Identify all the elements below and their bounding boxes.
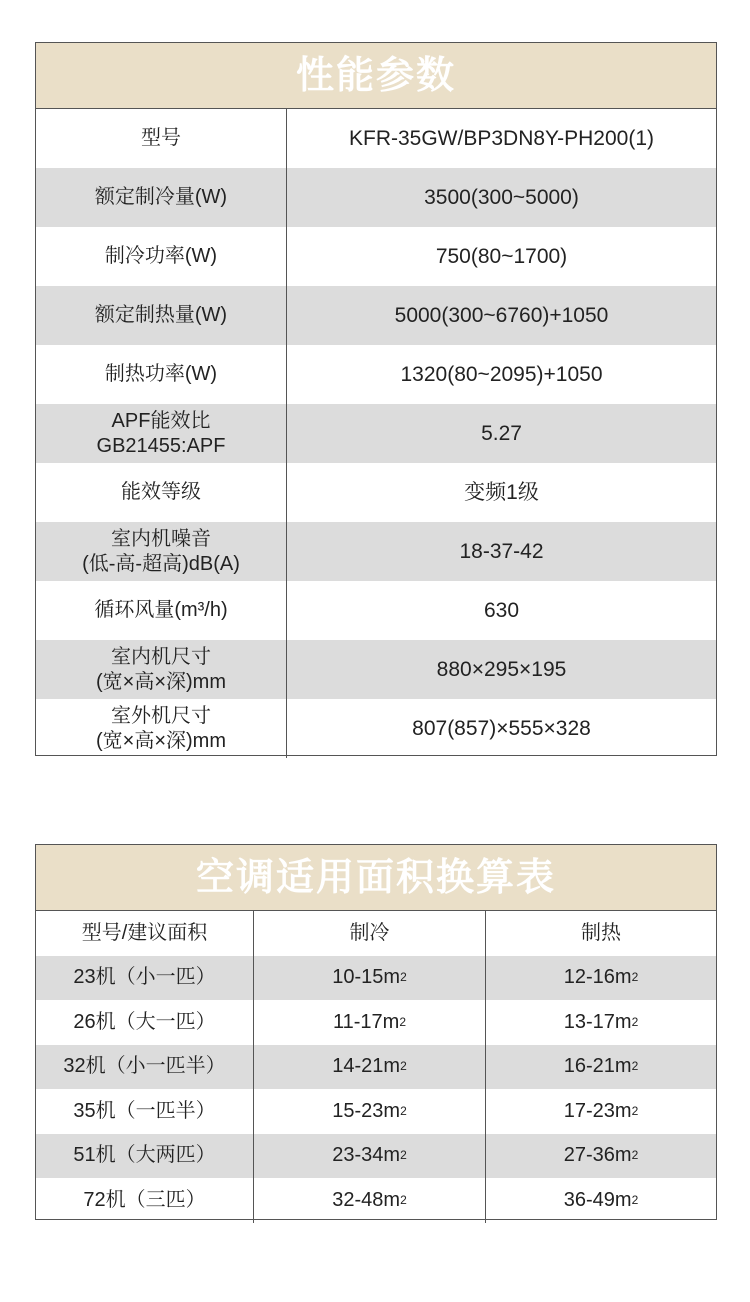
param-label: 能效等级 xyxy=(36,463,287,522)
param-value: 1320(80~2095)+1050 xyxy=(400,363,603,386)
table-row xyxy=(36,463,716,522)
param-label-line1: 室内机噪音 xyxy=(110,527,211,550)
area-unit: m xyxy=(614,966,632,989)
area-unit: m xyxy=(614,1010,632,1033)
area-unit: m xyxy=(614,1055,632,1078)
table-row xyxy=(36,699,716,758)
area-unit: m xyxy=(614,1188,632,1211)
area-unit-power: 2 xyxy=(400,1059,407,1074)
cooling-range: 23-34 xyxy=(332,1144,384,1167)
header-cooling: 制冷 xyxy=(254,911,486,956)
table-row xyxy=(36,640,716,699)
param-label xyxy=(36,404,287,463)
model-cell: 72机（三匹） xyxy=(36,1178,254,1223)
param-value: 3500(300~5000) xyxy=(424,186,579,209)
model-cell: 32机（小一匹半） xyxy=(36,1045,254,1090)
param-value: 5000(300~6760)+1050 xyxy=(394,304,609,327)
area-unit: m xyxy=(383,1055,401,1078)
cooling-cell xyxy=(254,1000,486,1045)
area-unit-power: 2 xyxy=(631,1103,639,1118)
model-cell: 51机（大两匹） xyxy=(36,1134,254,1179)
area-unit-power: 2 xyxy=(631,1059,639,1074)
table-row xyxy=(36,581,716,640)
model-cell: 23机（小一匹） xyxy=(36,956,254,1001)
param-label: 制热功率(W) xyxy=(36,345,287,404)
table-row xyxy=(36,345,716,404)
performance-table xyxy=(35,42,717,756)
param-value: 880×295×195 xyxy=(436,658,567,681)
model-cell: 35机（一匹半） xyxy=(36,1089,254,1134)
performance-table-title: 性能参数 xyxy=(36,43,716,109)
model-cell: 26机（大一匹） xyxy=(36,1000,254,1045)
area-unit: m xyxy=(383,966,401,989)
param-label-line1: APF能效比 xyxy=(111,409,211,432)
param-value: 18-37-42 xyxy=(459,540,544,563)
param-label: 额定制热量(W) xyxy=(36,286,287,345)
cooling-cell xyxy=(254,1089,486,1134)
cooling-range: 10-15 xyxy=(332,966,384,989)
table-row xyxy=(36,286,716,345)
area-unit: m xyxy=(614,1099,632,1122)
area-unit-power: 2 xyxy=(631,1014,639,1029)
area-unit-power: 2 xyxy=(400,1148,407,1163)
header-heating: 制热 xyxy=(581,921,621,944)
area-unit-power: 2 xyxy=(631,1192,639,1207)
cooling-range: 15-23 xyxy=(332,1099,384,1122)
area-unit: m xyxy=(614,1144,632,1167)
heating-range: 12-16 xyxy=(563,966,615,989)
header-model: 型号/建议面积 xyxy=(36,911,254,956)
cooling-range: 11-17 xyxy=(332,1010,383,1033)
table-row xyxy=(36,404,716,463)
param-label-line2: GB21455:APF xyxy=(96,434,226,457)
param-label xyxy=(36,699,287,758)
area-unit: m xyxy=(383,1144,401,1167)
area-unit-power: 2 xyxy=(399,1014,407,1029)
area-unit-power: 2 xyxy=(400,1103,407,1118)
area-unit: m xyxy=(383,1188,401,1211)
cooling-cell xyxy=(254,956,486,1001)
area-unit-power: 2 xyxy=(631,970,639,985)
param-label-line2: (宽×高×深)mm xyxy=(96,670,226,693)
param-value: 750(80~1700) xyxy=(435,245,568,268)
heating-range: 17-23 xyxy=(563,1099,615,1122)
heating-cell xyxy=(486,1134,716,1179)
area-unit-power: 2 xyxy=(400,970,407,985)
param-value: KFR-35GW/BP3DN8Y-PH200(1) xyxy=(349,127,654,150)
cooling-range: 14-21 xyxy=(332,1055,384,1078)
param-label: 型号 xyxy=(36,109,287,168)
param-value: 变频1级 xyxy=(464,481,539,504)
table-row xyxy=(36,1089,716,1134)
cooling-cell xyxy=(254,1178,486,1223)
param-label: 额定制冷量(W) xyxy=(36,168,287,227)
param-label: 制冷功率(W) xyxy=(36,227,287,286)
table-row xyxy=(36,168,716,227)
area-unit-power: 2 xyxy=(400,1192,407,1207)
heating-range: 36-49 xyxy=(563,1188,615,1211)
cooling-range: 32-48 xyxy=(332,1188,384,1211)
heating-range: 16-21 xyxy=(563,1055,615,1078)
param-label: 循环风量(m³/h) xyxy=(36,581,287,640)
param-label-line2: (低-高-超高)dB(A) xyxy=(82,552,240,575)
table-row xyxy=(36,1134,716,1179)
table-row xyxy=(36,956,716,1001)
param-label-line1: 室外机尺寸 xyxy=(111,704,211,727)
area-conversion-table xyxy=(35,844,717,1220)
table-row xyxy=(36,1045,716,1090)
heating-cell xyxy=(486,1045,716,1090)
param-value: 5.27 xyxy=(481,422,522,445)
param-value: 630 xyxy=(483,599,520,622)
cooling-cell xyxy=(254,1134,486,1179)
table-row xyxy=(36,522,716,581)
heating-cell xyxy=(486,956,716,1001)
heating-range: 13-17 xyxy=(563,1010,615,1033)
heating-cell xyxy=(486,1000,716,1045)
heating-cell xyxy=(486,1089,716,1134)
area-unit: m xyxy=(382,1010,400,1033)
area-unit-power: 2 xyxy=(631,1148,639,1163)
param-value: 807(857)×555×328 xyxy=(412,717,591,740)
table-row xyxy=(36,227,716,286)
cooling-cell xyxy=(254,1045,486,1090)
table-row xyxy=(36,109,716,168)
area-table-title: 空调适用面积换算表 xyxy=(36,845,716,911)
param-label xyxy=(36,640,287,699)
param-label xyxy=(36,522,287,581)
param-label-line2: (宽×高×深)mm xyxy=(96,729,226,752)
area-unit: m xyxy=(383,1099,401,1122)
param-label-line1: 室内机尺寸 xyxy=(111,645,211,668)
heating-cell xyxy=(486,1178,716,1223)
table-row xyxy=(36,1178,716,1223)
table-header-row xyxy=(36,911,716,956)
table-row xyxy=(36,1000,716,1045)
heating-range: 27-36 xyxy=(563,1144,615,1167)
